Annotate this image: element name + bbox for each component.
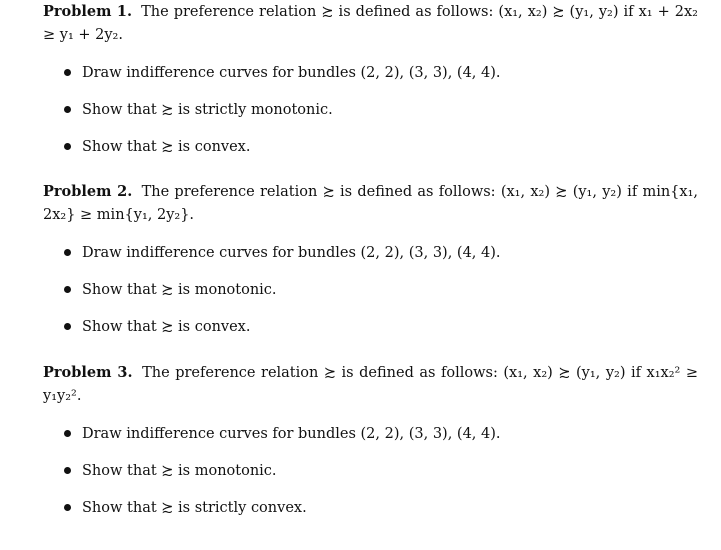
task-text: Show that ≿ is strictly monotonic. xyxy=(82,102,333,118)
list-item xyxy=(43,136,698,158)
list-item xyxy=(43,62,698,84)
list-item xyxy=(43,316,698,338)
problem-2-text: The preference relation ≿ is defined as follows: (x₁, x₂) ≿ (y₁, y₂) if min{x₁, 2x₂} ≥ min{y₁, 2y₂}. xyxy=(43,184,699,223)
problem-1 xyxy=(43,0,698,173)
list-item xyxy=(43,497,698,519)
problem-1-statement xyxy=(43,0,698,47)
task-text: Show that ≿ is strictly convex. xyxy=(82,500,307,516)
task-text: Draw indifference curves for bundles (2, 2), (3, 3), (4, 4). xyxy=(82,245,501,261)
problem-2-task-list xyxy=(43,242,698,338)
task-text: Show that ≿ is monotonic. xyxy=(82,282,277,298)
bullet-icon xyxy=(64,143,71,150)
bullet-icon xyxy=(64,323,71,330)
problem-2-statement xyxy=(43,180,698,227)
task-text: Show that ≿ is convex. xyxy=(82,319,251,335)
task-text: Draw indifference curves for bundles (2, 2), (3, 3), (4, 4). xyxy=(82,65,501,81)
bullet-icon xyxy=(64,504,71,511)
task-text: Show that ≿ is monotonic. xyxy=(82,463,277,479)
bullet-icon xyxy=(64,69,71,76)
problem-3-task-list xyxy=(43,423,698,519)
problem-3-text: The preference relation ≿ is defined as follows: (x₁, x₂) ≿ (y₁, y₂) if x₁x₂² ≥ y₁y₂². xyxy=(43,365,699,404)
problem-3-statement xyxy=(43,361,698,408)
bullet-icon xyxy=(64,286,71,293)
problem-3 xyxy=(43,361,698,534)
bullet-icon xyxy=(64,106,71,113)
problem-2 xyxy=(43,180,698,353)
problem-1-task-list xyxy=(43,62,698,158)
list-item xyxy=(43,279,698,301)
bullet-icon xyxy=(64,430,71,437)
problem-3-heading: Problem 3. xyxy=(43,364,133,381)
problem-2-heading: Problem 2. xyxy=(43,183,133,200)
problem-1-text: The preference relation ≿ is defined as follows: (x₁, x₂) ≿ (y₁, y₂) if x₁ + 2x₂ ≥ y₁ + 2y₂. xyxy=(43,4,698,43)
list-item xyxy=(43,460,698,482)
list-item xyxy=(43,99,698,121)
task-text: Draw indifference curves for bundles (2, 2), (3, 3), (4, 4). xyxy=(82,426,501,442)
task-text: Show that ≿ is convex. xyxy=(82,139,251,155)
bullet-icon xyxy=(64,249,71,256)
list-item xyxy=(43,242,698,264)
bullet-icon xyxy=(64,467,71,474)
problem-1-heading: Problem 1. xyxy=(43,3,133,20)
list-item xyxy=(43,423,698,445)
